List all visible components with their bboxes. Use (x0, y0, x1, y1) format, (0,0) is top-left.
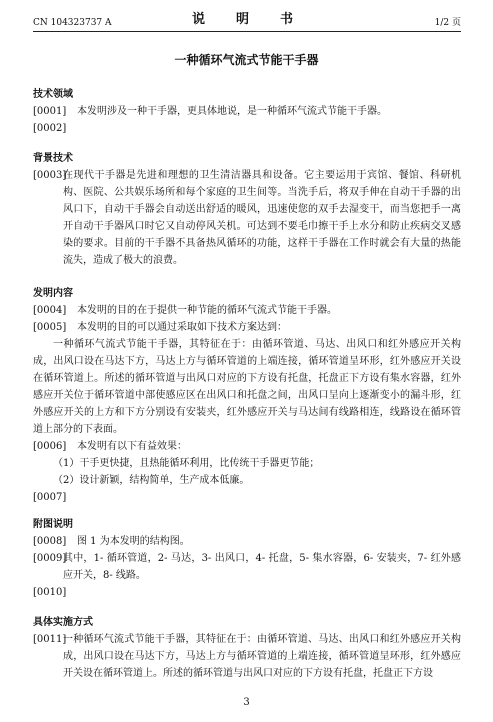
page-indicator: 1/2 页 (434, 18, 461, 28)
section-technical-field (33, 86, 461, 137)
benefit-item-1: （1）干手更快捷，且热能循环利用，比传统干手器更节能； (53, 458, 320, 469)
paragraph-0004 (33, 302, 461, 319)
paragraph-number: [0010] (33, 587, 67, 598)
paragraph-text: 本发明有以下有益效果： (77, 441, 187, 452)
document-type: 说 明 书 (191, 12, 302, 27)
paragraph-number: [0011] (33, 634, 67, 645)
paragraph-0006 (33, 438, 461, 455)
paragraph-text: 一种循环气流式节能干手器，其特征在于：由循环管道、马达、出风口和红外感应开关构成，出风口设在马达下方，马达上方与循环管道的上端连接，循环管道呈环形，红外感应开关设在循环管道上。所述的循环管道与出风口对应的下方设有托盘，托盘正下方设 (63, 634, 461, 679)
paragraph-number: [0002] (33, 123, 67, 134)
paragraph-number: [0001] (33, 106, 67, 117)
page-number: 3 (243, 697, 250, 708)
paragraph-0003 (33, 167, 461, 269)
section-heading: 具体实施方式 (33, 617, 93, 628)
page-header (33, 9, 461, 32)
section-figures (33, 516, 461, 601)
paragraph-text: 本发明涉及一种干手器，更具体地说，是一种循环气流式节能干手器。 (77, 106, 387, 117)
paragraph-0011 (33, 631, 461, 682)
section-heading: 技术领域 (33, 89, 73, 100)
publication-number: CN 104323737 A (33, 18, 112, 28)
paragraph-number: [0007] (33, 492, 67, 503)
paragraph-0005-body: 一种循环气流式节能干手器，其特征在于：由循环管道、马达、出风口和红外感应开关构成，出风口设在马达下方，马达上方与循环管道的上端连接，循环管道呈环形，红外感应开关设在循环管道上。所述的循环管道与出风口对应的下方设有托盘，托盘正下方设有集水容器，红外感应开关位于循环管道中部使感应区在出风口和托盘之间，出风口呈向上逐渐变小的漏斗形，红外感应开关的上方和下方分别设有安装夹，红外感应开关与马达间有线路相连，线路设在循环管道上部分的下表面。 (33, 339, 461, 435)
paragraph-number: [0006] (33, 441, 67, 452)
paragraph-text: 在现代干手器是先进和理想的卫生清洁器具和设备。它主要运用于宾馆、餐馆、科研机构、医院、公共娱乐场所和每个家庭的卫生间等。当洗手后，将双手伸在自动干手器的出风口下，自动干手器会自动送出舒适的暖风，迅速使您的双手去湿变干，而当您把手一离开自动干手器风口时它又自动停风关机。可达到不要毛巾擦干手上水分和防止疾病交叉感染的要求。目前的干手器不具备热风循环的功能，这样干手器在工作时就会有大量的热能流失，造成了极大的浪费。 (63, 170, 461, 266)
paragraph-0002 (33, 120, 461, 137)
paragraph-0007 (33, 489, 461, 506)
paragraph-text: 本发明的目的在于提供一种节能的循环气流式节能干手器。 (77, 305, 337, 316)
section-heading: 附图说明 (33, 519, 73, 530)
section-background (33, 150, 461, 269)
section-heading: 背景技术 (33, 153, 73, 164)
paragraph-0009 (33, 550, 461, 584)
paragraph-number: [0008] (33, 536, 67, 547)
paragraph-number: [0003] (33, 170, 67, 181)
paragraph-0001 (33, 103, 461, 120)
paragraph-0005 (33, 319, 461, 336)
paragraph-0010 (33, 584, 461, 601)
benefit-item-2: （2）设计新颖，结构简单，生产成本低廉。 (53, 475, 250, 486)
paragraph-number: [0009] (33, 553, 67, 564)
paragraph-number: [0005] (33, 322, 67, 333)
section-embodiment (33, 614, 461, 682)
paragraph-number: [0004] (33, 305, 67, 316)
section-summary (33, 285, 461, 506)
paragraph-text: 其中，1- 循环管道，2- 马达，3- 出风口，4- 托盘，5- 集水容器，6- 安装夹，7- 红外感应开关，8- 线路。 (63, 553, 461, 581)
paragraph-text: 本发明的目的可以通过采取如下技术方案达到： (77, 322, 287, 333)
document-title: 一种循环气流式节能干手器 (174, 53, 319, 67)
paragraph-text: 图 1 为本发明的结构图。 (77, 536, 190, 547)
paragraph-0008 (33, 533, 461, 550)
section-heading: 发明内容 (33, 288, 73, 299)
